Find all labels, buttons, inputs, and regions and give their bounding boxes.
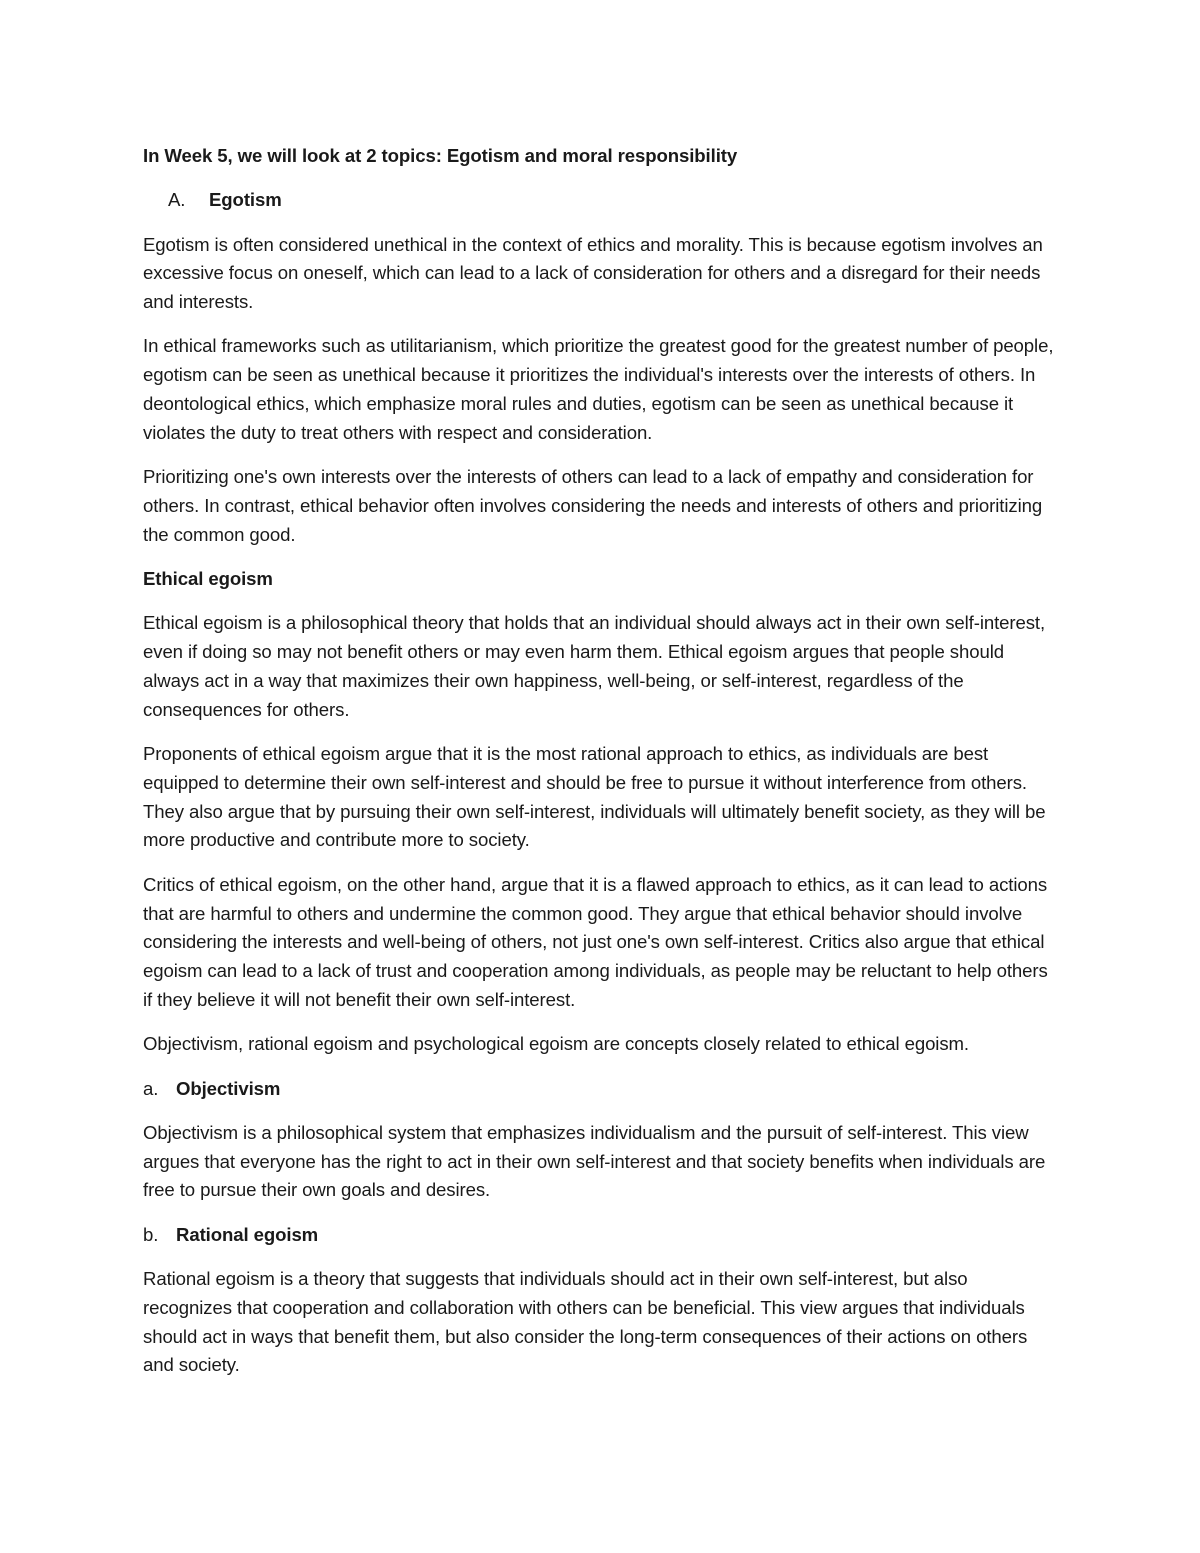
section-a-marker: A. [168, 189, 186, 211]
section-a-title: Egotism [209, 189, 282, 211]
egotism-paragraph-1: Egotism is often considered unethical in the context of ethics and morality. This is because egotism involves an excessive focus on oneself, which can lead to a lack of consideration for others and a disregard for their needs and interests. [143, 233, 1043, 313]
ethical-egoism-heading: Ethical egoism [143, 568, 273, 590]
objectivism-paragraph: Objectivism is a philosophical system that emphasizes individualism and the pursuit of self-interest. This view argues that everyone has the right to act in their own self-interest and that society benefits when individuals are free to pursue their own goals and desires. [143, 1121, 1046, 1201]
ethical-egoism-paragraph-2: Proponents of ethical egoism argue that it is the most rational approach to ethics, as individuals are best equipped to determine their own self-interest and should be free to pursue it without interference from others. They also argue that by pursuing their own self-interest, individuals will ultimately benefit society, as they will be more productive and contribute more to society. [143, 743, 1046, 851]
document-title: In Week 5, we will look at 2 topics: Egotism and moral responsibility [143, 145, 738, 166]
rational-egoism-heading [143, 1221, 1058, 1250]
objectivism-heading [143, 1075, 1058, 1104]
rational-egoism-title: Rational egoism [176, 1223, 319, 1245]
section-a-heading [143, 186, 1058, 215]
objectivism-title: Objectivism [176, 1077, 281, 1099]
egotism-paragraph-3: Prioritizing one's own interests over the interests of others can lead to a lack of empathy and consideration for others. In contrast, ethical behavior often involves considering the needs and interests of others and prioritizing the common good. [143, 466, 1043, 545]
objectivism-marker: a. [143, 1077, 159, 1099]
ethical-egoism-paragraph-4: Objectivism, rational egoism and psychological egoism are concepts closely related to ethical egoism. [143, 1033, 969, 1055]
egotism-paragraph-2: In ethical frameworks such as utilitarianism, which prioritize the greatest good for the greatest number of people, egotism can be seen as unethical because it prioritizes the individual's interests over the interests of others. In deontological ethics, which emphasize moral rules and duties, egotism can be seen as unethical because it violates the duty to treat others with respect and consideration. [143, 335, 1054, 443]
ethical-egoism-paragraph-3: Critics of ethical egoism, on the other hand, argue that it is a flawed approach to ethics, as it can lead to actions that are harmful to others and undermine the common good. They argue that ethical behavior should involve considering the interests and well-being of others, not just one's own self-interest. Critics also argue that ethical egoism can lead to a lack of trust and cooperation among individuals, as people may be reluctant to help others if they believe it will not benefit their own self-interest. [143, 873, 1048, 1010]
rational-egoism-marker: b. [143, 1223, 159, 1245]
ethical-egoism-paragraph-1: Ethical egoism is a philosophical theory that holds that an individual should always act in their own self-interest, even if doing so may not benefit others or may even harm them. Ethical egoism argues that people should always act in a way that maximizes their own happiness, well-being, or self-interest, regardless of the consequences for others. [143, 612, 1046, 720]
document-body [143, 142, 1058, 1396]
rational-egoism-paragraph: Rational egoism is a theory that suggests that individuals should act in their own self-interest, but also recognizes that cooperation and collaboration with others can be beneficial. This view argues that individuals should act in ways that benefit them, but also consider the long-term consequences of their actions on others and society. [143, 1268, 1028, 1376]
